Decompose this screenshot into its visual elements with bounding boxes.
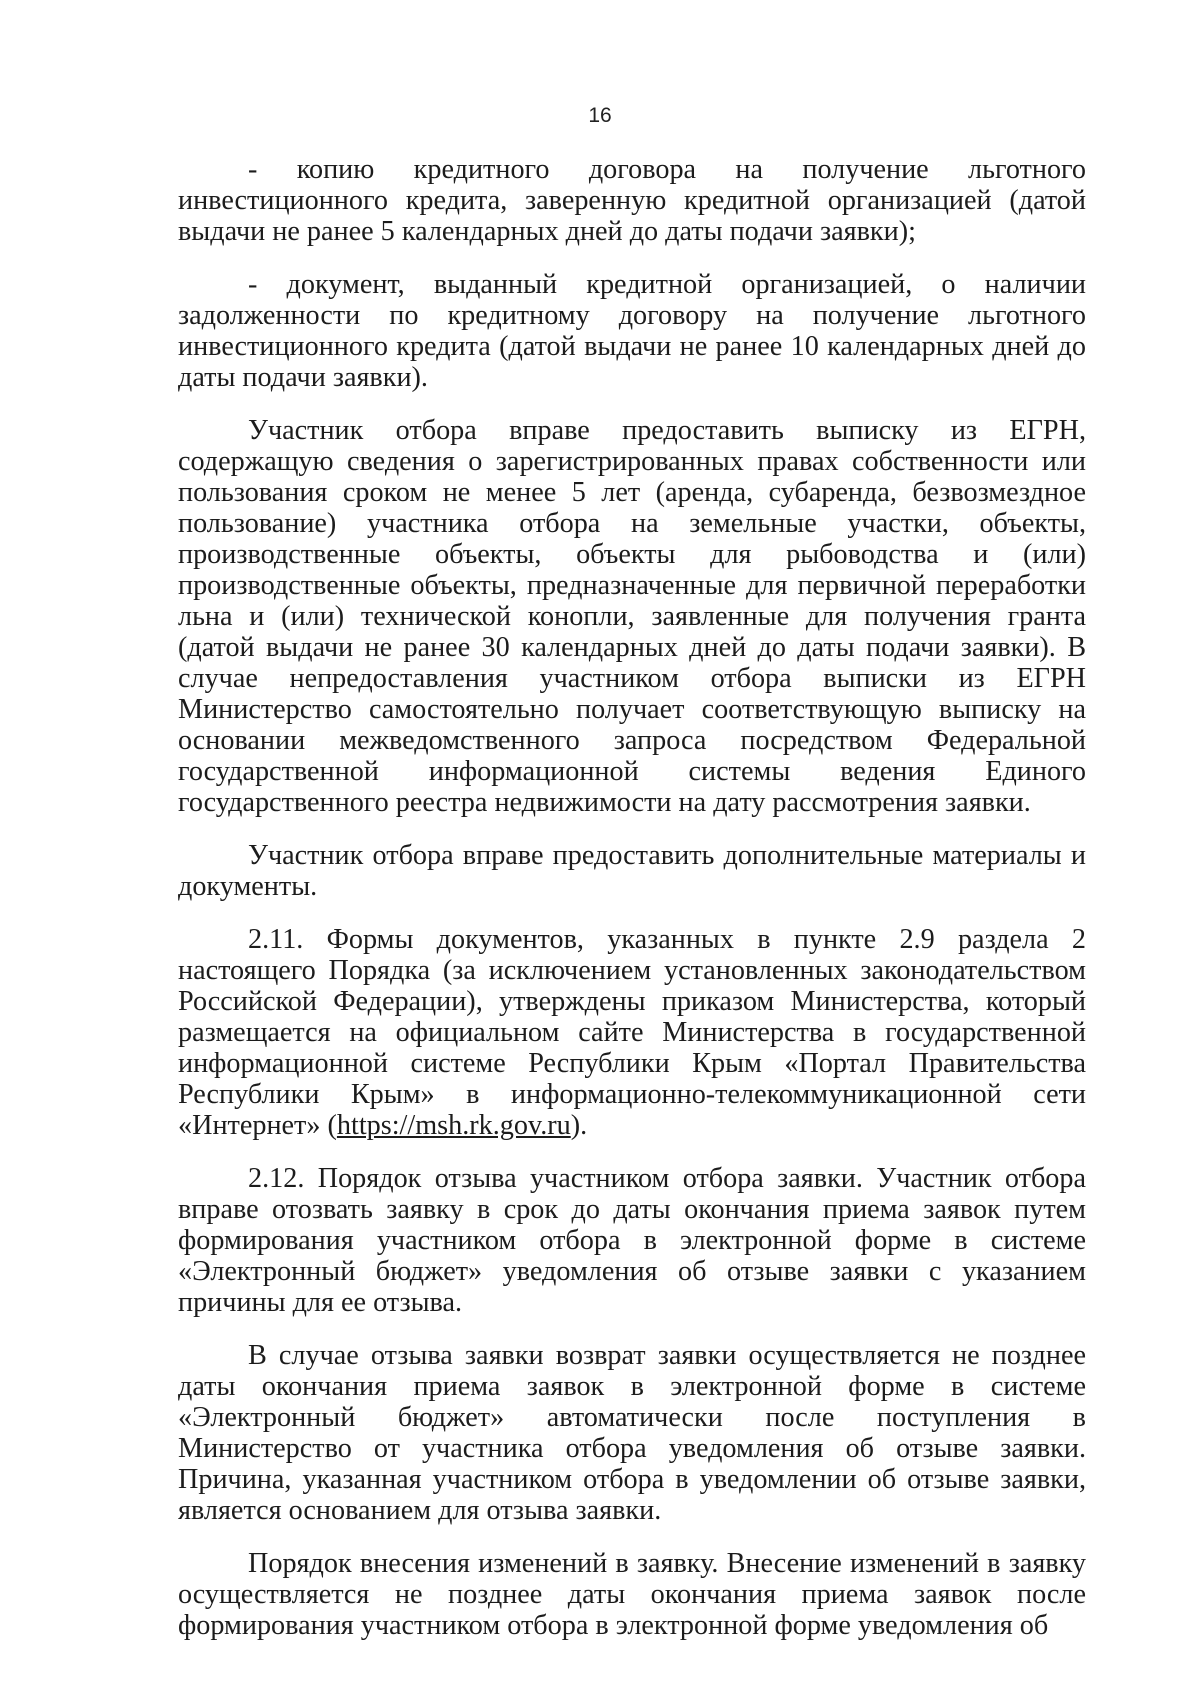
paragraph-section-2-11 (178, 924, 1086, 1141)
page-number: 16 (588, 104, 612, 127)
paragraph-debt-document: - документ, выданный кредитной организацией, о наличии задолженности по кредитному договору на получение льготного инвестиционного кредита (датой выдачи не ранее 10 календарных дней до даты подачи заявки). (178, 269, 1086, 393)
section-2-11-text: 2.11. Формы документов, указанных в пункте 2.9 раздела 2 настоящего Порядка (за исключением установленных законодательством Российской Федерации), утверждены приказом Министерства, который размещается на официальном сайте Министерства в государственной информационной системе Республики Крым «Портал Правительства Республики Крым» в информационно-телекоммуникационной сети «Интернет» ( (178, 924, 1086, 1141)
paragraph-withdrawal-return: В случае отзыва заявки возврат заявки осуществляется не позднее даты окончания приема заявок в электронной форме в системе «Электронный бюджет» автоматически после поступления в Министерство от участника отбора уведомления об отзыве заявки. Причина, указанная участником отбора в уведомлении об отзыве заявки, является основанием для отзыва заявки. (178, 1340, 1086, 1526)
paragraph-egrn-extract: Участник отбора вправе предоставить выписку из ЕГРН, содержащую сведения о зарегистрированных правах собственности или пользования сроком не менее 5 лет (аренда, субаренда, безвозмездное пользование) участника отбора на земельные участки, объекты, производственные объекты, объекты для рыбоводства и (или) производственные объекты, предназначенные для первичной переработки льна и (или) технической конопли, заявленные для получения гранта (датой выдачи не ранее 30 календарных дней до даты подачи заявки). В случае непредоставления участником отбора выписки из ЕГРН Министерство самостоятельно получает соответствующую выписку на основании межведомственного запроса посредством Федеральной государственной информационной системы ведения Единого государственного реестра недвижимости на дату рассмотрения заявки. (178, 415, 1086, 818)
document-body (178, 154, 1086, 1641)
paragraph-credit-agreement-copy: - копию кредитного договора на получение льготного инвестиционного кредита, заверенную кредитной организацией (датой выдачи не ранее 5 календарных дней до даты подачи заявки); (178, 154, 1086, 247)
ministry-website-link[interactable]: https://msh.rk.gov.ru (336, 1110, 571, 1141)
paragraph-additional-materials: Участник отбора вправе предоставить дополнительные материалы и документы. (178, 840, 1086, 902)
paragraph-section-2-12: 2.12. Порядок отзыва участником отбора заявки. Участник отбора вправе отозвать заявку в срок до даты окончания приема заявок путем формирования участником отбора в электронной форме в системе «Электронный бюджет» уведомления об отзыве заявки с указанием причины для ее отзыва. (178, 1163, 1086, 1318)
paragraph-amendment-procedure: Порядок внесения изменений в заявку. Внесение изменений в заявку осуществляется не позднее даты окончания приема заявок после формирования участником отбора в электронной форме уведомления об (178, 1548, 1086, 1641)
section-2-11-text-end: ). (570, 1110, 588, 1141)
